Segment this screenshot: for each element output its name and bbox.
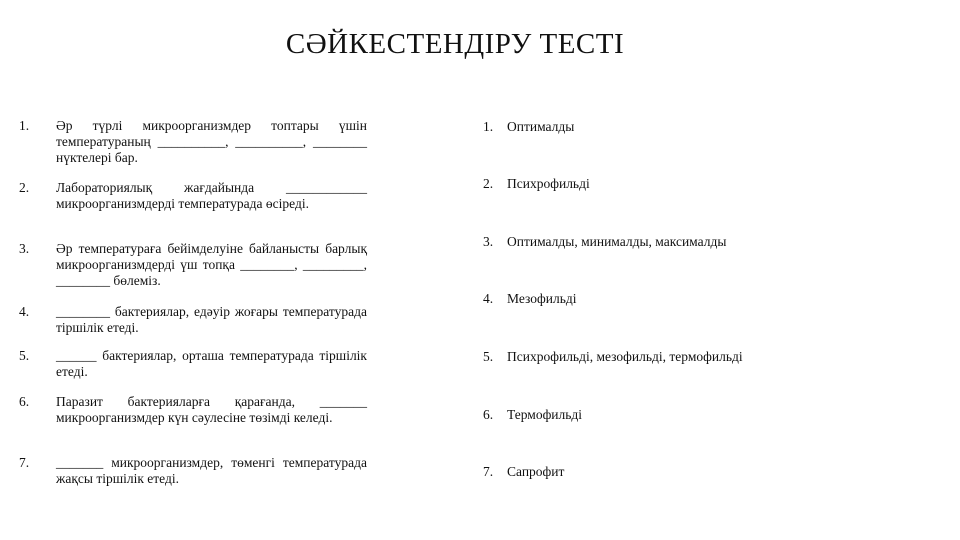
question-text: Әр температураға бейімделуіне байланысты барлық микроорганизмдерді үш топқа ________, _________, ________ бөлеміз. (56, 241, 367, 288)
answer-text: Психрофильді (507, 176, 590, 191)
page-title: СӘЙКЕСТЕНДІРУ ТЕСТІ (285, 28, 625, 60)
answer-text: Оптималды, минималды, максималды (507, 234, 727, 249)
question-number: 1. (19, 118, 30, 133)
answer-text: Мезофильді (507, 291, 577, 306)
question-text: Әр түрлі микроорганизмдер топтары үшін температураның __________, __________, ________ нүктелері бар. (56, 118, 367, 165)
question-number: 4. (19, 304, 30, 319)
question-number: 5. (19, 348, 30, 363)
answer-number: 6. (483, 407, 494, 422)
answer-number: 7. (483, 464, 494, 479)
question-text: Паразит бактерияларға қарағанда, _______ микроорганизмдер күн сәулесіне төзімді келеді. (56, 394, 367, 425)
question-number: 2. (19, 180, 30, 195)
answer-item-4 (483, 291, 576, 307)
question-number: 3. (19, 241, 30, 256)
question-text: ______ бактериялар, орташа температурада тіршілік етеді. (56, 348, 367, 379)
answer-number: 1. (483, 119, 494, 134)
answer-item-2 (483, 176, 590, 192)
answer-number: 4. (483, 291, 494, 306)
answer-text: Оптималды (507, 119, 575, 134)
question-number: 6. (19, 394, 30, 409)
question-text: Лабораториялық жағдайында ____________ микроорганизмдерді температурада өсіреді. (56, 180, 367, 211)
answer-number: 5. (483, 349, 494, 364)
answer-item-6 (483, 407, 582, 423)
answer-text: Психрофильді, мезофильді, термофильді (507, 349, 743, 364)
answer-item-1 (483, 119, 574, 135)
question-text: ________ бактериялар, едәуір жоғары температурада тіршілік етеді. (56, 304, 367, 335)
answer-text: Термофильді (507, 407, 583, 422)
answer-item-3 (483, 234, 726, 250)
question-text: _______ микроорганизмдер, төменгі температурада жақсы тіршілік етеді. (56, 455, 367, 486)
answer-number: 2. (483, 176, 494, 191)
answer-text: Сапрофит (507, 464, 565, 479)
answer-item-7 (483, 464, 564, 480)
answer-item-5 (483, 349, 743, 365)
question-number: 7. (19, 455, 30, 470)
answer-number: 3. (483, 234, 494, 249)
